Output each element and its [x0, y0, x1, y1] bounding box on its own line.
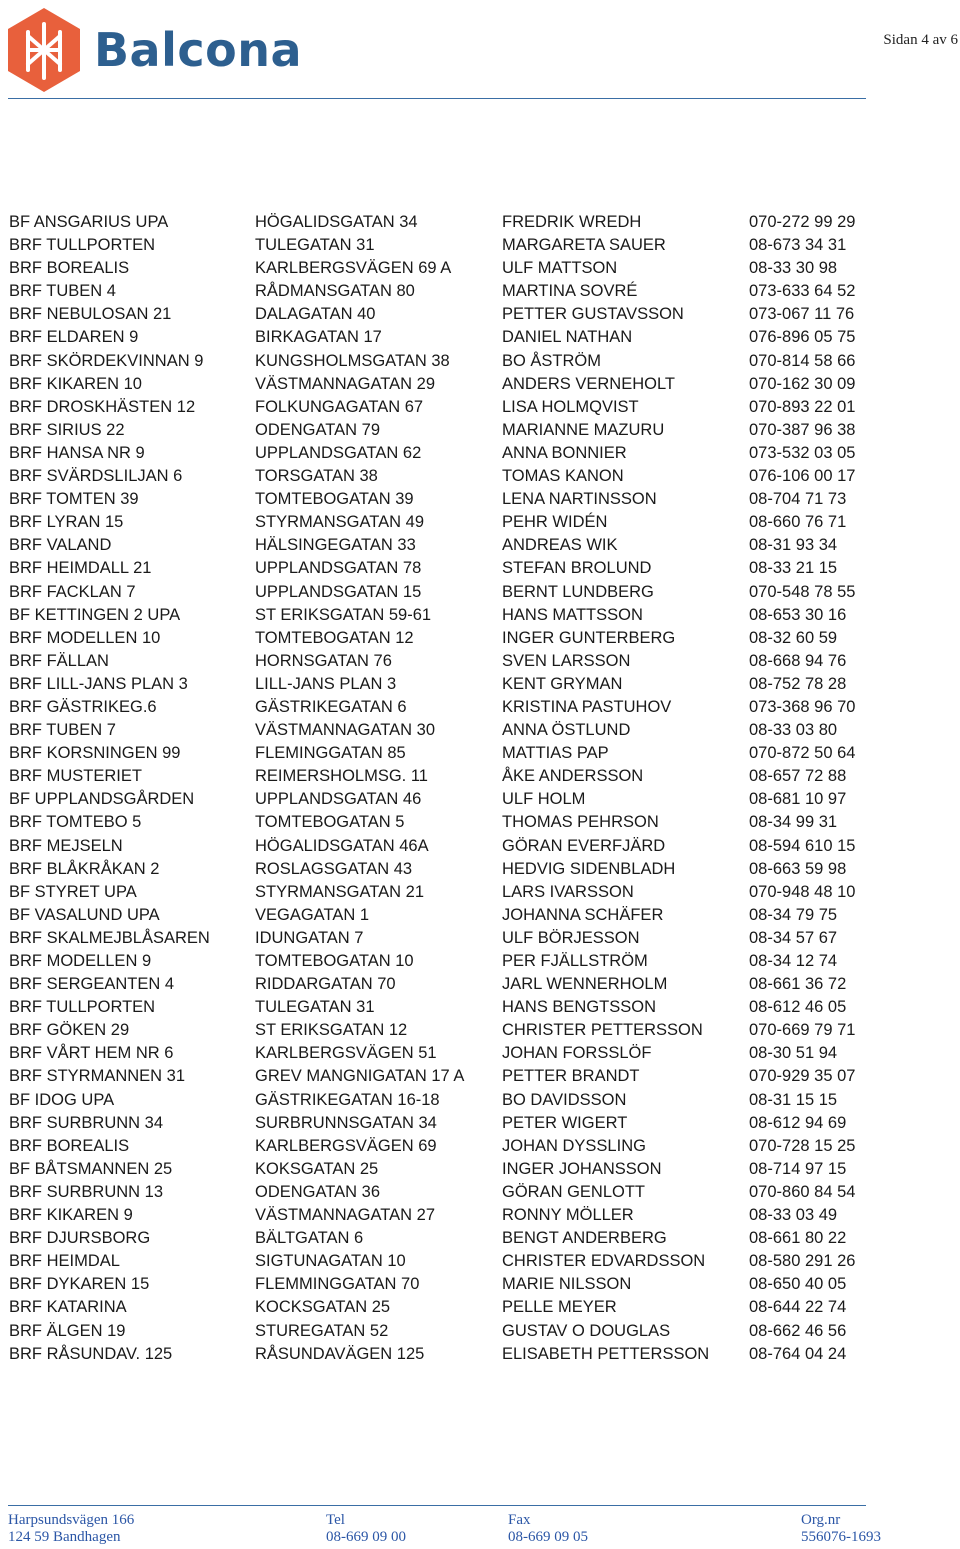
table-row [9, 881, 960, 904]
phone-number: 08-32 60 59 [749, 628, 838, 647]
contact-person: ULF HOLM [502, 790, 586, 809]
association-name: BF ANSGARIUS UPA [9, 213, 169, 231]
phone-number: 070-814 58 66 [749, 351, 856, 370]
contact-person: THOMAS PEHRSON [502, 813, 659, 832]
phone-number: 08-660 76 71 [749, 513, 847, 532]
association-name: BRF KATARINA [9, 1298, 127, 1317]
phone-number: 073-633 64 52 [749, 282, 856, 301]
street-address: FLEMMINGGATAN 70 [255, 1275, 420, 1294]
phone-number: 073-532 03 05 [749, 443, 856, 462]
contact-person: HANS MATTSSON [502, 605, 643, 624]
phone-number: 08-650 40 05 [749, 1275, 847, 1294]
phone-number: 070-728 15 25 [749, 1136, 856, 1155]
association-name: BRF LYRAN 15 [9, 513, 124, 532]
street-address: TOMTEBOGATAN 12 [255, 628, 414, 647]
association-name: BRF NEBULOSAN 21 [9, 305, 172, 324]
table-row [9, 1273, 960, 1296]
footer-address [8, 1512, 134, 1546]
phone-number: 08-33 03 49 [749, 1206, 838, 1225]
table-row [9, 557, 960, 580]
street-address: GREV MANGNIGATAN 17 A [255, 1067, 465, 1086]
association-name: BF BÅTSMANNEN 25 [9, 1159, 173, 1178]
contact-person: GÖRAN GENLOTT [502, 1182, 646, 1201]
association-name: BRF GÖKEN 29 [9, 1021, 130, 1040]
street-address: HORNSGATAN 76 [255, 651, 392, 670]
table-row [9, 1112, 960, 1135]
page-number: Sidan 4 av 6 [883, 32, 958, 48]
footer-org [801, 1512, 881, 1546]
street-address: HÖGALIDSGATAN 46A [255, 836, 429, 855]
association-name: BRF HANSA NR 9 [9, 443, 145, 462]
association-name: BRF SERGEANTEN 4 [9, 975, 175, 994]
table-row [9, 280, 960, 303]
street-address: HÖGALIDSGATAN 34 [255, 213, 418, 231]
street-address: GÄSTRIKEGATAN 6 [255, 697, 407, 716]
table-row [9, 396, 960, 419]
contact-person: BENGT ANDERBERG [502, 1229, 667, 1248]
association-name: BRF TUBEN 7 [9, 721, 116, 740]
table-row [9, 765, 960, 788]
footer-fax-value: 08-669 09 05 [508, 1529, 588, 1545]
table-row [9, 627, 960, 650]
street-address: KARLBERGSVÄGEN 69 [255, 1136, 437, 1155]
contact-person: CHRISTER EDVARDSSON [502, 1252, 706, 1271]
phone-number: 08-653 30 16 [749, 605, 847, 624]
contact-person: KENT GRYMAN [502, 674, 623, 693]
phone-number: 08-612 46 05 [749, 998, 847, 1017]
contact-person: PETTER GUSTAVSSON [502, 305, 684, 324]
association-name: BRF SURBRUNN 34 [9, 1113, 164, 1132]
association-name: BRF DYKAREN 15 [9, 1275, 150, 1294]
contact-person: LISA HOLMQVIST [502, 397, 639, 416]
contact-person: BO ÅSTRÖM [502, 351, 602, 370]
table-row [9, 696, 960, 719]
table-row [9, 303, 960, 326]
street-address: VÄSTMANNAGATAN 30 [255, 721, 436, 740]
contact-person: PELLE MEYER [502, 1298, 617, 1317]
phone-number: 08-704 71 73 [749, 490, 847, 509]
table-row [9, 1227, 960, 1250]
table-row [9, 904, 960, 927]
contact-person: JOHAN DYSSLING [502, 1136, 646, 1155]
table-row [9, 326, 960, 349]
contact-person: FREDRIK WREDH [502, 213, 642, 231]
association-name: BRF SKÖRDEKVINNAN 9 [9, 351, 204, 370]
phone-number: 070-162 30 09 [749, 374, 856, 393]
table-row [9, 465, 960, 488]
association-name: BRF GÄSTRIKEG.6 [9, 697, 157, 716]
contact-person: HEDVIG SIDENBLADH [502, 859, 676, 878]
phone-number: 073-067 11 76 [749, 305, 855, 324]
footer-postal: 124 59 Bandhagen [8, 1529, 121, 1545]
phone-number: 08-657 72 88 [749, 767, 847, 786]
contact-person: ULF MATTSON [502, 259, 618, 278]
association-name: BRF TULLPORTEN [9, 236, 156, 255]
association-name: BRF ELDAREN 9 [9, 328, 139, 347]
street-address: UPPLANDSGATAN 46 [255, 790, 422, 809]
phone-number: 08-668 94 76 [749, 651, 847, 670]
street-address: HÄLSINGEGATAN 33 [255, 536, 416, 555]
association-name: BRF TOMTEBO 5 [9, 813, 142, 832]
table-row [9, 1158, 960, 1181]
association-name: BRF SIRIUS 22 [9, 420, 125, 439]
street-address: RÅDMANSGATAN 80 [255, 282, 415, 301]
association-name: BF IDOG UPA [9, 1090, 115, 1109]
association-name: BRF MODELLEN 9 [9, 952, 152, 970]
street-address: TULEGATAN 31 [255, 998, 375, 1017]
contact-person: LENA NARTINSSON [502, 490, 657, 509]
street-address: KARLBERGSVÄGEN 69 A [255, 259, 452, 278]
street-address: KOCKSGATAN 25 [255, 1298, 391, 1317]
phone-number: 08-681 10 97 [749, 790, 847, 809]
contact-person: ULF BÖRJESSON [502, 928, 640, 947]
association-name: BRF TUBEN 4 [9, 282, 116, 301]
street-address: ROSLAGSGATAN 43 [255, 859, 413, 878]
table-row [9, 373, 960, 396]
table-row [9, 1065, 960, 1088]
table-row [9, 534, 960, 557]
association-name: BRF MUSTERIET [9, 767, 142, 786]
association-name: BRF KORSNINGEN 99 [9, 744, 181, 763]
table-row [9, 350, 960, 373]
phone-number: 08-644 22 74 [749, 1298, 847, 1317]
contact-person: JOHANNA SCHÄFER [502, 905, 664, 924]
association-name: BRF VALAND [9, 536, 112, 555]
street-address: STUREGATAN 52 [255, 1321, 389, 1340]
street-address: TORSGATAN 38 [255, 467, 378, 486]
street-address: UPPLANDSGATAN 62 [255, 443, 422, 462]
contact-person: CHRISTER PETTERSSON [502, 1021, 703, 1040]
table-row [9, 719, 960, 742]
contact-person: JOHAN FORSSLÖF [502, 1044, 652, 1063]
street-address: ST ERIKSGATAN 12 [255, 1021, 408, 1040]
phone-number: 08-764 04 24 [749, 1344, 847, 1363]
street-address: FLEMINGGATAN 85 [255, 744, 406, 763]
footer-divider [8, 1505, 866, 1506]
table-row [9, 442, 960, 465]
street-address: RÅSUNDAVÄGEN 125 [255, 1344, 425, 1363]
table-row [9, 604, 960, 627]
street-address: TOMTEBOGATAN 5 [255, 813, 405, 832]
street-address: TOMTEBOGATAN 39 [255, 490, 414, 509]
street-address: LILL-JANS PLAN 3 [255, 674, 397, 693]
street-address: RIDDARGATAN 70 [255, 975, 396, 994]
phone-number: 070-548 78 55 [749, 582, 856, 601]
association-name: BRF LILL-JANS PLAN 3 [9, 674, 188, 693]
contact-person: INGER GUNTERBERG [502, 628, 676, 647]
table-row [9, 1181, 960, 1204]
phone-number: 08-714 97 15 [749, 1159, 847, 1178]
street-address: SIGTUNAGATAN 10 [255, 1252, 406, 1271]
table-row [9, 1343, 960, 1366]
table-row [9, 973, 960, 996]
contact-person: MATTIAS PAP [502, 744, 609, 763]
table-row [9, 1042, 960, 1065]
contact-person: STEFAN BROLUND [502, 559, 652, 578]
phone-number: 08-33 21 15 [749, 559, 838, 578]
contact-person: MARGARETA SAUER [502, 236, 666, 255]
street-address: REIMERSHOLMSG. 11 [255, 767, 428, 786]
association-name: BRF ÄLGEN 19 [9, 1321, 126, 1340]
balcona-logo-icon [6, 6, 82, 94]
street-address: TOMTEBOGATAN 10 [255, 952, 414, 970]
footer-fax-label: Fax [508, 1512, 531, 1528]
footer-fax [508, 1512, 588, 1546]
table-row [9, 1320, 960, 1343]
contact-person: SVEN LARSSON [502, 651, 631, 670]
table-row [9, 996, 960, 1019]
contact-person: GÖRAN EVERFJÄRD [502, 836, 666, 855]
table-row [9, 927, 960, 950]
contact-person: PETTER BRANDT [502, 1067, 640, 1086]
street-address: TULEGATAN 31 [255, 236, 375, 255]
footer-tel-value: 08-669 09 00 [326, 1529, 406, 1545]
association-name: BRF KIKAREN 10 [9, 374, 142, 393]
association-name: BRF STYRMANNEN 31 [9, 1067, 186, 1086]
table-row [9, 742, 960, 765]
phone-number: 070-948 48 10 [749, 882, 856, 901]
contact-person: BO DAVIDSSON [502, 1090, 627, 1109]
table-row [9, 581, 960, 604]
association-name: BRF DROSKHÄSTEN 12 [9, 397, 196, 416]
association-name: BRF BOREALIS [9, 259, 130, 278]
footer-tel-label: Tel [326, 1512, 345, 1528]
contact-person: JARL WENNERHOLM [502, 975, 668, 994]
phone-number: 076-896 05 75 [749, 328, 856, 347]
table-row [9, 1296, 960, 1319]
phone-number: 08-580 291 26 [749, 1252, 856, 1271]
association-name: BRF TULLPORTEN [9, 998, 156, 1017]
phone-number: 08-594 610 15 [749, 836, 856, 855]
phone-number: 08-752 78 28 [749, 674, 847, 693]
phone-number: 070-387 96 38 [749, 420, 856, 439]
association-name: BRF FÄLLAN [9, 651, 109, 670]
contact-person: PER FJÄLLSTRÖM [502, 952, 648, 970]
phone-number: 08-662 46 56 [749, 1321, 847, 1340]
brand-name: Balcona [94, 23, 303, 77]
association-name: BRF MEJSELN [9, 836, 123, 855]
street-address: KOKSGATAN 25 [255, 1159, 379, 1178]
street-address: KUNGSHOLMSGATAN 38 [255, 351, 450, 370]
phone-number: 08-33 03 80 [749, 721, 838, 740]
contact-person: PETER WIGERT [502, 1113, 628, 1132]
phone-number: 070-669 79 71 [749, 1021, 856, 1040]
association-name: BRF HEIMDAL [9, 1252, 120, 1271]
association-name: BRF RÅSUNDAV. 125 [9, 1344, 173, 1363]
table-row [9, 511, 960, 534]
association-name: BF UPPLANDSGÅRDEN [9, 790, 195, 809]
phone-number: 076-106 00 17 [749, 467, 856, 486]
association-name: BRF HEIMDALL 21 [9, 559, 152, 578]
phone-number: 070-893 22 01 [749, 397, 856, 416]
contact-person: INGER JOHANSSON [502, 1159, 662, 1178]
table-row [9, 811, 960, 834]
footer-street: Harpsundsvägen 166 [8, 1512, 135, 1528]
contact-person: RONNY MÖLLER [502, 1206, 634, 1225]
association-name: BRF MODELLEN 10 [9, 628, 161, 647]
contact-person: ELISABETH PETTERSSON [502, 1344, 710, 1363]
phone-number: 08-34 12 74 [749, 952, 838, 970]
phone-number: 070-872 50 64 [749, 744, 856, 763]
street-address: STYRMANSGATAN 49 [255, 513, 425, 532]
phone-number: 070-929 35 07 [749, 1067, 856, 1086]
contact-person: BERNT LUNDBERG [502, 582, 654, 601]
table-row [9, 788, 960, 811]
street-address: ST ERIKSGATAN 59-61 [255, 605, 432, 624]
table-row [9, 835, 960, 858]
contact-person: KRISTINA PASTUHOV [502, 697, 672, 716]
phone-number: 08-661 80 22 [749, 1229, 847, 1248]
association-name: BRF SVÄRDSLILJAN 6 [9, 467, 183, 486]
footer-org-value: 556076-1693 [801, 1529, 881, 1545]
phone-number: 08-663 59 98 [749, 859, 847, 878]
phone-number: 08-31 93 34 [749, 536, 838, 555]
contact-person: DANIEL NATHAN [502, 328, 633, 347]
table-row [9, 1019, 960, 1042]
street-address: ODENGATAN 36 [255, 1182, 380, 1201]
table-row [9, 1250, 960, 1273]
street-address: ODENGATAN 79 [255, 420, 380, 439]
contact-person: LARS IVARSSON [502, 882, 634, 901]
street-address: VÄSTMANNAGATAN 29 [255, 374, 436, 393]
street-address: VEGAGATAN 1 [255, 905, 370, 924]
phone-number: 070-272 99 29 [749, 213, 856, 231]
street-address: STYRMANSGATAN 21 [255, 882, 425, 901]
table-row [9, 1089, 960, 1112]
contact-person: ÅKE ANDERSSON [502, 767, 644, 786]
phone-number: 08-33 30 98 [749, 259, 838, 278]
contact-person: TOMAS KANON [502, 467, 624, 486]
phone-number: 08-673 34 31 [749, 236, 847, 255]
street-address: IDUNGATAN 7 [255, 928, 364, 947]
association-name: BRF BLÅKRÅKAN 2 [9, 859, 160, 878]
street-address: SURBRUNNSGATAN 34 [255, 1113, 437, 1132]
table-row [9, 257, 960, 280]
table-row [9, 673, 960, 696]
association-name: BRF BOREALIS [9, 1136, 130, 1155]
table-row [9, 488, 960, 511]
contact-person: ANNA ÖSTLUND [502, 721, 631, 740]
table-row [9, 650, 960, 673]
contact-person: GUSTAV O DOUGLAS [502, 1321, 671, 1340]
association-name: BRF DJURSBORG [9, 1229, 151, 1248]
phone-number: 08-31 15 15 [749, 1090, 838, 1109]
street-address: UPPLANDSGATAN 78 [255, 559, 422, 578]
phone-number: 08-612 94 69 [749, 1113, 847, 1132]
association-name: BRF SKALMEJBLÅSAREN [9, 928, 210, 947]
association-name: BRF VÅRT HEM NR 6 [9, 1044, 174, 1063]
contact-person: ANDERS VERNEHOLT [502, 374, 675, 393]
street-address: DALAGATAN 40 [255, 305, 376, 324]
association-name: BF STYRET UPA [9, 882, 137, 901]
table-row [9, 211, 960, 234]
contact-person: MARIE NILSSON [502, 1275, 632, 1294]
street-address: GÄSTRIKEGATAN 16-18 [255, 1090, 440, 1109]
association-name: BRF TOMTEN 39 [9, 490, 139, 509]
street-address: BIRKAGATAN 17 [255, 328, 382, 347]
association-name: BF KETTINGEN 2 UPA [9, 605, 181, 624]
contact-person: HANS BENGTSSON [502, 998, 657, 1017]
phone-number: 08-34 79 75 [749, 905, 838, 924]
table-row [9, 1204, 960, 1227]
street-address: VÄSTMANNAGATAN 27 [255, 1206, 436, 1225]
association-name: BRF FACKLAN 7 [9, 582, 136, 601]
table-row [9, 858, 960, 881]
street-address: BÄLTGATAN 6 [255, 1229, 364, 1248]
association-name: BRF SURBRUNN 13 [9, 1182, 164, 1201]
street-address: FOLKUNGAGATAN 67 [255, 397, 424, 416]
phone-number: 073-368 96 70 [749, 697, 856, 716]
footer-org-label: Org.nr [801, 1512, 841, 1528]
contact-table [9, 211, 960, 1366]
contact-person: MARTINA SOVRÉ [502, 282, 638, 301]
logo [6, 6, 302, 94]
association-name: BF VASALUND UPA [9, 905, 160, 924]
contact-person: ANNA BONNIER [502, 443, 627, 462]
street-address: KARLBERGSVÄGEN 51 [255, 1044, 437, 1063]
phone-number: 08-34 57 67 [749, 928, 838, 947]
table-row [9, 950, 960, 973]
footer-tel [326, 1512, 406, 1546]
street-address: UPPLANDSGATAN 15 [255, 582, 422, 601]
contact-person: MARIANNE MAZURU [502, 420, 665, 439]
phone-number: 070-860 84 54 [749, 1182, 856, 1201]
table-row [9, 234, 960, 257]
phone-number: 08-34 99 31 [749, 813, 838, 832]
contact-person: PEHR WIDÉN [502, 513, 608, 532]
table-row [9, 419, 960, 442]
association-name: BRF KIKAREN 9 [9, 1206, 133, 1225]
phone-number: 08-30 51 94 [749, 1044, 838, 1063]
phone-number: 08-661 36 72 [749, 975, 847, 994]
contact-person: ANDREAS WIK [502, 536, 618, 555]
header-divider [8, 98, 866, 99]
table-row [9, 1135, 960, 1158]
